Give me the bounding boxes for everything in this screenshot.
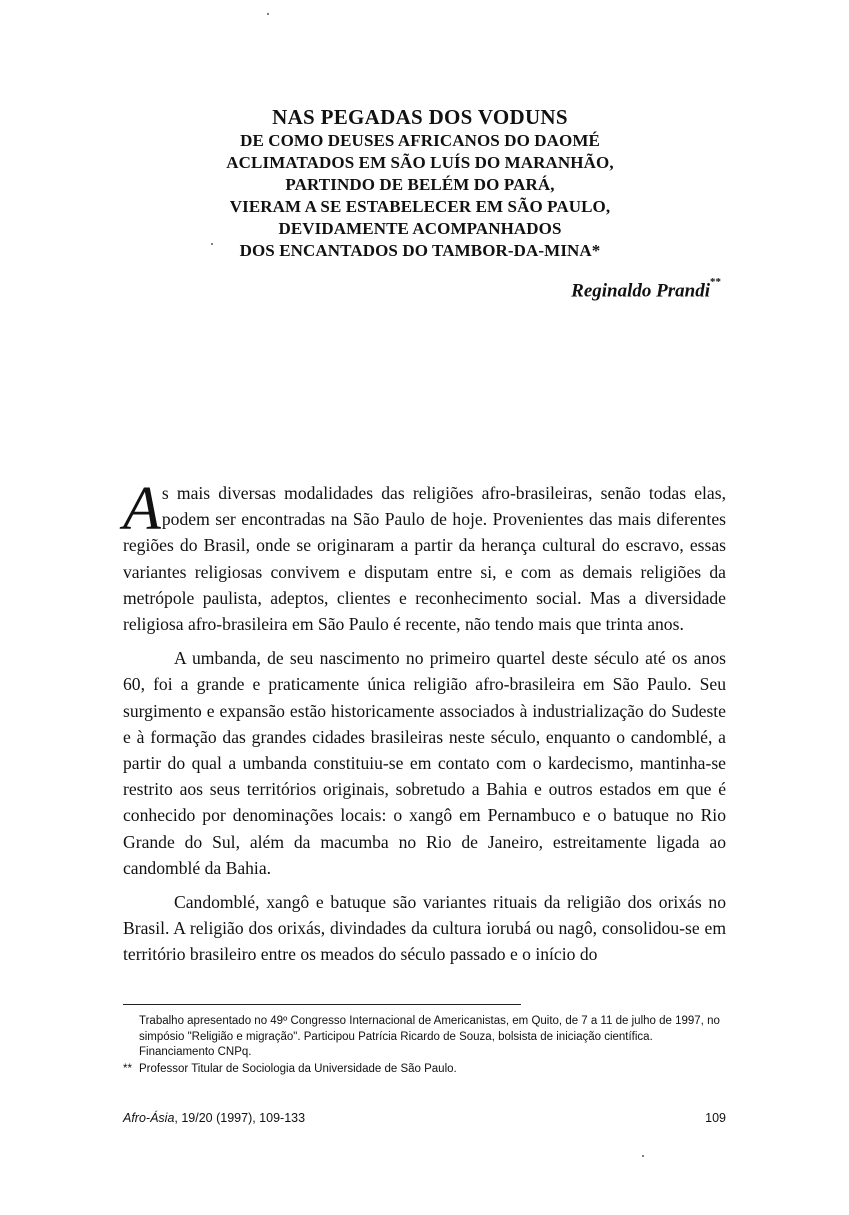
- footnote-divider: [123, 1004, 521, 1005]
- journal-name: Afro-Ásia: [123, 1111, 175, 1125]
- body-paragraph: Candomblé, xangô e batuque são variantes rituais da religião dos orixás no Brasil. A religião dos orixás, divindades da cultura iorubá ou nagô, consolidou-se em território brasileiro entre os meados do século passado e o início do: [123, 892, 726, 965]
- body-paragraph: [123, 475, 726, 637]
- body-paragraph: A umbanda, de seu nascimento no primeiro quartel deste século até os anos 60, foi a grande e praticamente única religião afro-brasileira em São Paulo. Seu surgimento e expansão estão historicamente associados à industrialização do Sudeste e à formação das grandes cidades brasileiras neste século, enquanto o candomblé, a partir do qual a umbanda constituiu-se em contato com o kardecismo, mantinha-se restrito aos seus territórios originais, sobretudo a Bahia e outros estados em que é conhecido por denominações locais: o xangô em Pernambuco e o batuque no Rio Grande do Sul, além da macumba no Rio de Janeiro, estreitamente ligada ao candomblé da Bahia.: [123, 648, 726, 878]
- article-body: [123, 475, 726, 968]
- footnotes: [123, 1014, 725, 1077]
- footnote-text: Professor Titular de Sociologia da Universidade de São Paulo.: [139, 1062, 457, 1075]
- scan-speck: [642, 1155, 644, 1157]
- footnote: [123, 1062, 725, 1078]
- footnote-text: Trabalho apresentado no 49º Congresso Internacional de Americanistas, em Quito, de 7 a 11 de julho de 1997, no simpósio "Religião e migração". Participou Patrícia Ricardo de Souza, bolsista de iniciação científica. Financiamento CNPq.: [139, 1015, 720, 1058]
- journal-citation: [123, 1111, 305, 1125]
- paragraph-text: s mais diversas modalidades das religiões afro-brasileiras, senão todas elas, podem ser encontradas na São Paulo de hoje. Provenientes das mais diferentes regiões do Brasil, onde se originaram a partir da herança cultural do escravo, essas variantes religiosas convivem e disputam entre si, e com as demais religiões da metrópole paulista, adeptos, clientes e reconhecimento social. Mas a diversidade religiosa afro-brasileira em São Paulo é recente, não tendo mais que trinta anos.: [123, 483, 726, 635]
- article-subtitle-line: DEVIDAMENTE ACOMPANHADOS: [278, 219, 562, 238]
- scan-speck: [267, 13, 269, 15]
- drop-cap: A: [123, 475, 161, 543]
- article-title: NAS PEGADAS DOS VODUNS: [272, 105, 568, 129]
- page-number: 109: [705, 1111, 726, 1125]
- article-subtitle-line: PARTINDO DE BELÉM DO PARÁ,: [285, 175, 555, 194]
- article-subtitle-line: DOS ENCANTADOS DO TAMBOR-DA-MINA*: [239, 241, 601, 260]
- article-subtitle-line: VIERAM A SE ESTABELECER EM SÃO PAULO,: [229, 197, 611, 216]
- footnote-mark: **: [123, 1062, 132, 1075]
- article-subtitle-line: ACLIMATADOS EM SÃO LUÍS DO MARANHÃO,: [226, 153, 614, 172]
- citation-details: , 19/20 (1997), 109-133: [174, 1111, 306, 1125]
- author-footnote-mark: **: [710, 276, 721, 288]
- article-title-block: [160, 104, 680, 262]
- author-byline: [571, 276, 721, 302]
- author-name: Reginaldo Prandi: [571, 280, 710, 302]
- footnote: [139, 1014, 725, 1061]
- article-subtitle-line: DE COMO DEUSES AFRICANOS DO DAOMÉ: [240, 131, 600, 150]
